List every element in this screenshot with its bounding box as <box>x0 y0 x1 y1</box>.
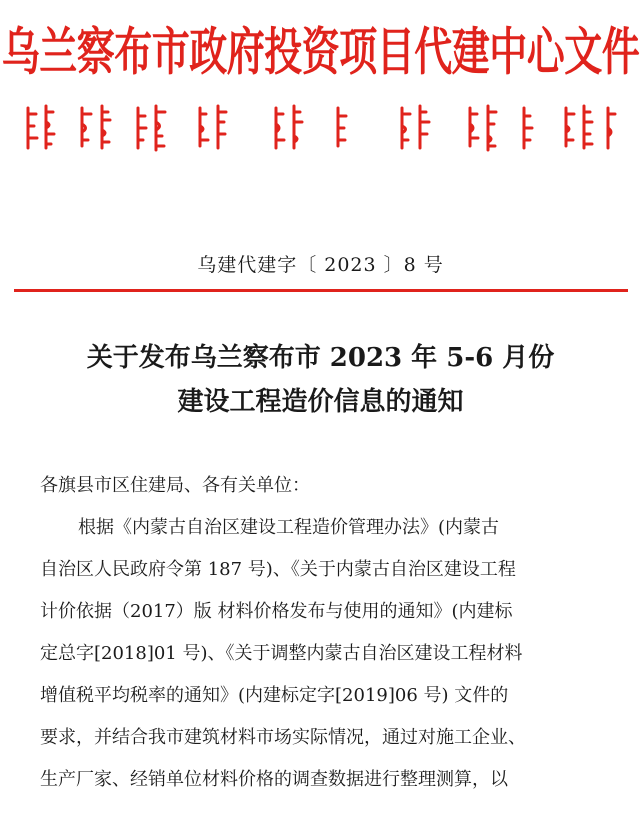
mongolian-script-graphic <box>20 100 620 156</box>
paragraph-line: 计价依据（2017）版 材料价格发布与使用的通知》(内建标 <box>40 601 513 622</box>
document-title-line-2: 建设工程造价信息的通知 <box>177 387 464 417</box>
mongolian-script-heading <box>20 100 620 156</box>
paragraph-line: 根据《内蒙古自治区建设工程造价管理办法》(内蒙古 <box>78 517 500 538</box>
red-divider-line <box>14 289 628 292</box>
paragraph-line: 要求，并结合我市建筑材料市场实际情况，通过对施工企业、 <box>40 727 526 748</box>
document-title <box>0 336 641 424</box>
document-number: 乌建代建字〔 2023 〕8 号 <box>197 254 444 276</box>
document-body <box>40 465 615 801</box>
salutation: 各旗县市区住建局、各有关单位： <box>40 475 310 496</box>
issuing-organization-title: 乌兰察布市政府投资项目代建中心文件 <box>1 20 640 82</box>
paragraph-line: 生产厂家、经销单位材料价格的调查数据进行整理测算，以 <box>40 769 508 790</box>
paragraph-line: 增值税平均税率的通知》(内建标定字[2019]06 号) 文件的 <box>40 685 509 706</box>
paragraph-line: 定总字[2018]01 号)、《关于调整内蒙古自治区建设工程材料 <box>40 643 523 664</box>
paragraph-line: 自治区人民政府令第 187 号)、《关于内蒙古自治区建设工程 <box>40 559 516 580</box>
document-title-line-1: 关于发布乌兰察布市 2023 年 5-6 月份 <box>86 343 555 373</box>
